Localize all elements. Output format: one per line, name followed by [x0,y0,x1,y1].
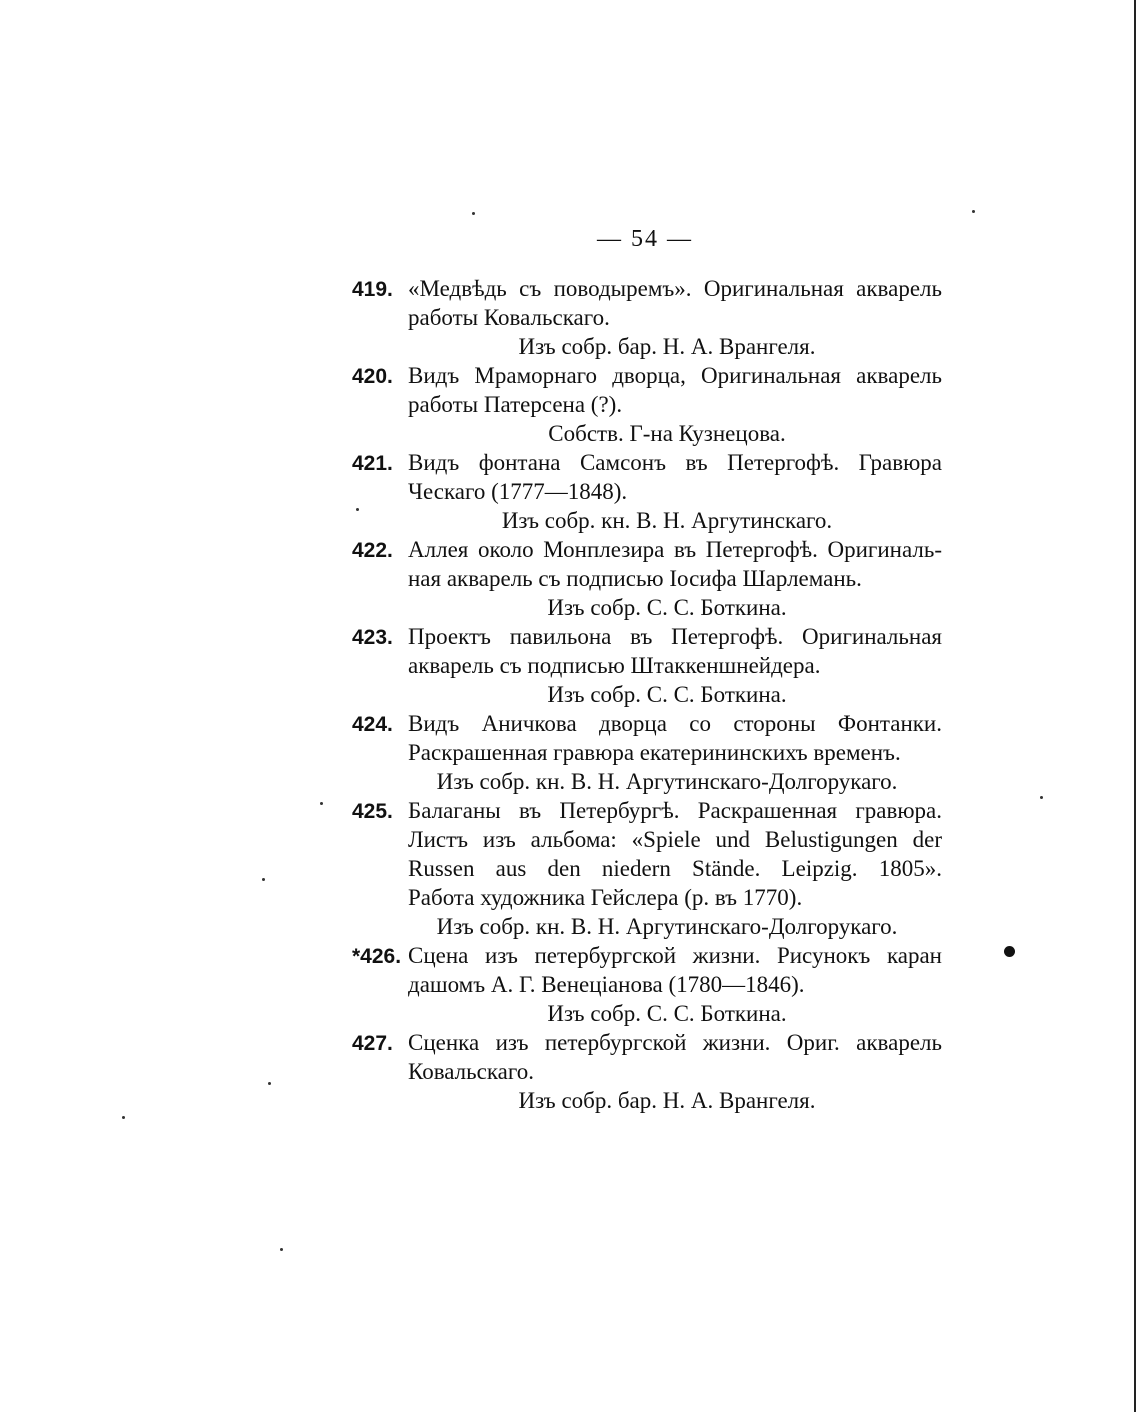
catalog-entry [352,535,942,622]
ink-blot [1004,946,1015,957]
entry-text-line: акварель съ подписью Штаккеншнейдера. [408,653,821,678]
entry-source: Изъ собр. кн. В. Н. Аргутинскаго-Долгорукаго. [436,769,898,794]
scan-speck [122,1116,125,1119]
catalog-entry [352,1028,942,1115]
catalog-entry [352,709,942,796]
entry-text-line: работы Ковальскаго. [408,305,610,330]
entry-text-line: Проектъ павильона въ Петергофѣ. Оригинальная [408,624,942,649]
entry-text-line: Балаганы въ Петербургѣ. Раскрашенная гравюра. [408,798,942,823]
scan-speck [356,508,359,511]
entry-text-line: Листъ изъ альбома: «Spiele und Belustigungen der [408,827,942,852]
entry-number: 423. [352,626,393,649]
catalog-entry [352,274,942,361]
entry-text-line: Видъ Мраморнаго дворца, Оригинальная акварель [408,363,942,388]
entry-text-line: Сцена изъ петербургской жизни. Рисунокъ каран [408,943,942,968]
entry-number: 421. [352,452,393,475]
entry-source: Изъ собр. С. С. Боткина. [547,682,787,707]
entry-text-line: Работа художника Гейслера (р. въ 1770). [408,885,803,910]
entry-text-line: «Медвѣдь съ поводыремъ». Оригинальная акварель [408,276,942,301]
scan-speck [1040,796,1043,799]
catalog-entry [352,941,942,1028]
entry-source: Изъ собр. кн. В. Н. Аргутинскаго. [501,508,833,533]
entry-text-line: Видъ Аничкова дворца со стороны Фонтанки. [408,711,942,736]
entry-number: *426. [352,945,402,968]
catalog-list [352,274,942,1115]
entry-text-line: работы Патерсена (?). [408,392,623,417]
catalog-entry [352,448,942,535]
scan-speck [262,878,265,881]
entry-text-line: Видъ фонтана Самсонъ въ Петергофѣ. Гравюра [408,450,942,475]
catalog-entry [352,361,942,448]
entry-number: 427. [352,1032,393,1055]
page-edge-line [1134,0,1136,1412]
scan-speck [472,212,475,215]
entry-number: 419. [352,278,393,301]
entry-source: Изъ собр. С. С. Боткина. [547,1001,787,1026]
scan-speck [268,1082,271,1085]
entry-number: 422. [352,539,393,562]
page-number: — 54 — [597,226,693,252]
entry-text-line: дашомъ А. Г. Венеціанова (1780—1846). [408,972,805,997]
entry-source: Изъ собр. бар. Н. А. Врангеля. [518,1088,816,1113]
catalog-entry [352,796,942,941]
entry-number: 424. [352,713,393,736]
scan-speck [280,1248,283,1251]
entry-text-line: Russen aus den niedern Stände. Leipzig. 1805». [408,856,942,881]
entry-text-line: Аллея около Монплезира въ Петергофѣ. Оригиналь- [408,537,942,562]
entry-text-line: Ческаго (1777—1848). [408,479,628,504]
catalog-entry [352,622,942,709]
entry-text-line: Ковальскаго. [408,1059,534,1084]
entry-source: Изъ собр. кн. В. Н. Аргутинскаго-Долгорукаго. [436,914,898,939]
entry-text-line: Сценка изъ петербургской жизни. Ориг. акварель [408,1030,942,1055]
entry-source: Изъ собр. бар. Н. А. Врангеля. [518,334,816,359]
entry-source: Собств. Г-на Кузнецова. [548,421,786,446]
entry-text-line: Раскрашенная гравюра екатерининскихъ временъ. [408,740,901,765]
entry-number: 425. [352,800,393,823]
entry-number: 420. [352,365,393,388]
entry-text-line: ная акварель съ подписью Іосифа Шарлемань. [408,566,862,591]
entry-source: Изъ собр. С. С. Боткина. [547,595,787,620]
scan-speck [320,802,323,805]
scan-speck [972,210,975,213]
